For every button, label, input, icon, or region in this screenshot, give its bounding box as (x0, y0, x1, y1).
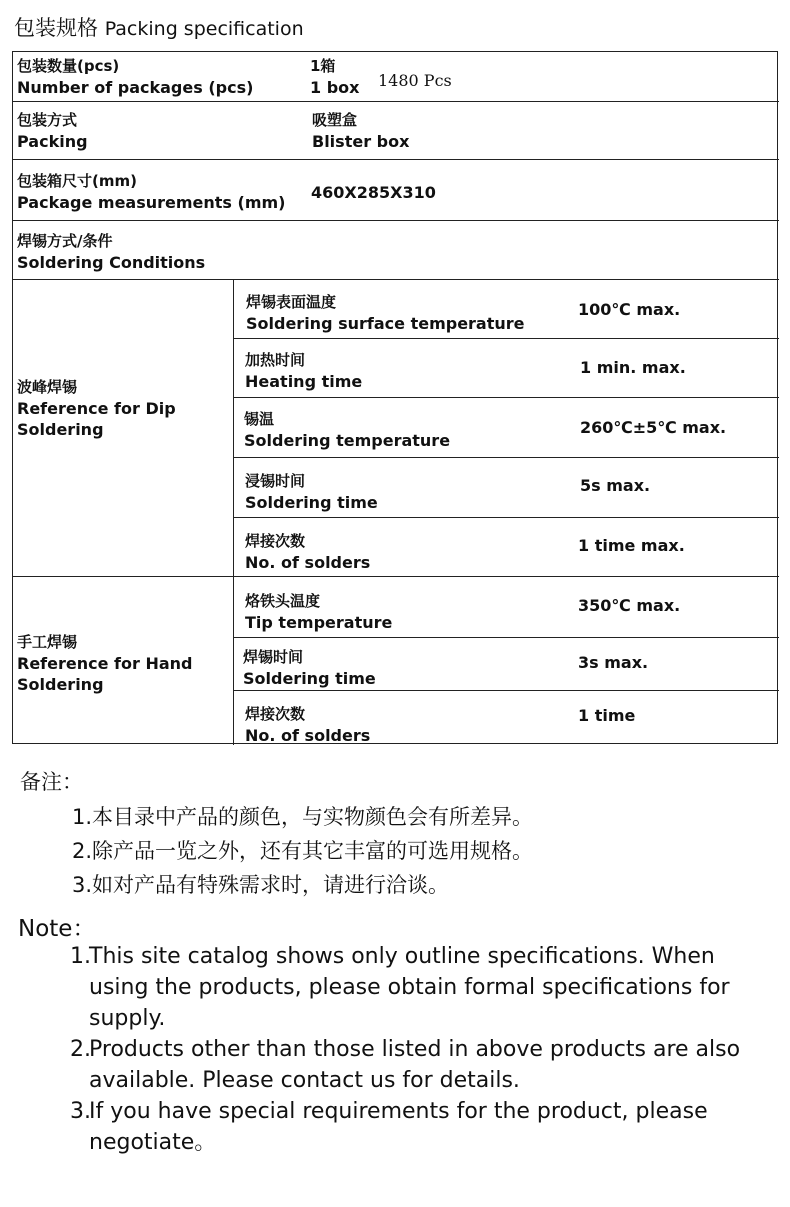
dip-item-label: 焊接次数 No. of solders (245, 532, 371, 572)
notes-en-heading: Note： (18, 916, 96, 942)
row-divider (13, 159, 779, 160)
row-divider (233, 457, 779, 458)
title-en: Packing specification (104, 18, 304, 40)
note-zh-item: 3.如对产品有特殊需求时，请进行洽谈。 (72, 873, 450, 897)
column-divider (233, 279, 234, 745)
dip-item-value: 5s max. (580, 476, 651, 495)
qty-box: 1箱 1 box (310, 57, 360, 97)
hand-item-value: 3s max. (578, 653, 649, 672)
title-zh: 包装规格 (14, 16, 98, 40)
hand-item-label: 焊锡时间 Soldering time (243, 648, 376, 688)
notes-zh-heading: 备注： (20, 770, 83, 794)
dip-item-label: 加热时间 Heating time (245, 351, 363, 391)
hand-item-value: 350℃ max. (578, 596, 681, 615)
dip-item-value: 260℃±5℃ max. (580, 418, 727, 437)
page-title (14, 12, 304, 42)
row-divider (13, 220, 779, 221)
conditions-label: 焊锡方式/条件 Soldering Conditions (17, 232, 206, 272)
hand-item-label: 烙铁头温度 Tip temperature (245, 592, 393, 632)
note-en-item: 2. Products other than those listed in above products are also available. Please contact us for details. (70, 1037, 741, 1093)
hand-item-label: 焊接次数 No. of solders (245, 705, 371, 745)
dip-item-value: 1 min. max. (580, 358, 686, 377)
measure-label: 包装箱尺寸(mm) Package measurements (mm) (17, 172, 286, 212)
note-en-item: 3. If you have special requirements for the product, please negotiate。 (70, 1099, 708, 1155)
row-divider (13, 576, 779, 577)
measure-value: 460X285X310 (311, 183, 436, 202)
dip-item-value: 100℃ max. (578, 300, 681, 319)
row-divider (233, 517, 779, 518)
dip-item-value: 1 time max. (578, 536, 685, 555)
hand-group-label: 手工焊锡 Reference for Hand Soldering (17, 633, 193, 694)
note-zh-item: 2.除产品一览之外，还有其它丰富的可选用规格。 (72, 839, 534, 863)
dip-item-label: 浸锡时间 Soldering time (245, 472, 378, 512)
hand-item-value: 1 time (578, 706, 636, 725)
row-divider (233, 338, 779, 339)
row-divider (13, 101, 779, 102)
dip-group-label: 波峰焊锡 Reference for Dip Soldering (17, 378, 176, 439)
row-divider (233, 690, 779, 691)
dip-item-label: 焊锡表面温度 Soldering surface temperature (246, 293, 525, 333)
row-divider (13, 279, 779, 280)
note-zh-item: 1.本目录中产品的颜色，与实物颜色会有所差异。 (72, 805, 534, 829)
packing-value: 吸塑盒 Blister box (312, 111, 410, 151)
qty-label: 包装数量(pcs) Number of packages (pcs) (17, 57, 254, 97)
packing-label: 包装方式 Packing (17, 111, 88, 151)
note-en-item: 1. This site catalog shows only outline specifications. When using the products, please obtain formal specifications for supply. (70, 944, 730, 1031)
row-divider (233, 637, 779, 638)
dip-item-label: 锡温 Soldering temperature (244, 410, 451, 450)
qty-value: 1480 Pcs (378, 71, 452, 90)
row-divider (233, 397, 779, 398)
